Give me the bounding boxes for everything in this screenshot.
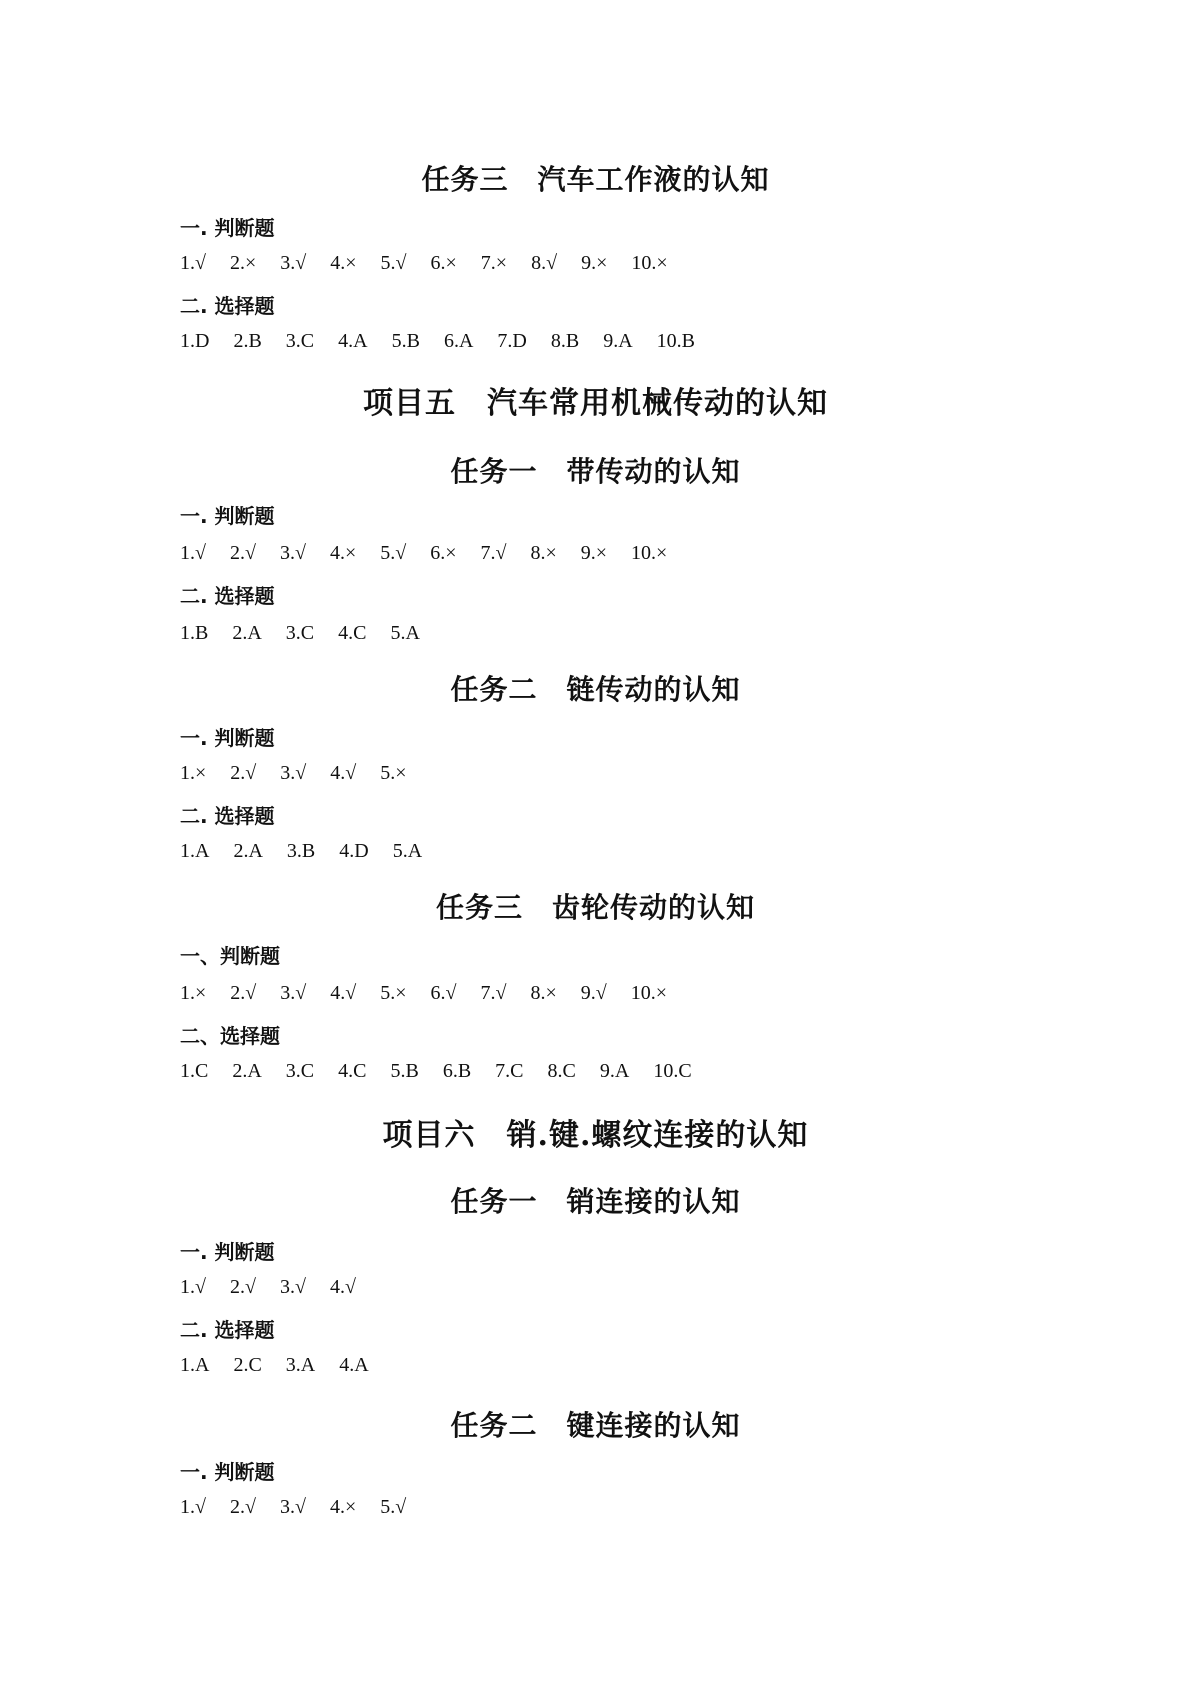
answer-item: 8.× bbox=[530, 542, 557, 564]
answer-item: 7.D bbox=[497, 330, 527, 352]
answer-item: 8.C bbox=[547, 1060, 576, 1082]
answer-row bbox=[180, 252, 692, 275]
answer-item: 3.B bbox=[286, 840, 316, 862]
answer-item: 3.A bbox=[285, 1354, 316, 1376]
answer-item: 4.× bbox=[329, 542, 357, 564]
question-type-label: 一. 判断题 bbox=[180, 726, 275, 750]
question-type-label: 二. 选择题 bbox=[180, 804, 275, 828]
answer-item: 5.√ bbox=[380, 252, 407, 274]
answer-row bbox=[180, 840, 446, 863]
project-heading: 项目五 汽车常用机械传动的认知 bbox=[363, 386, 828, 421]
answer-item: 3.C bbox=[285, 622, 315, 644]
answer-item: 1.A bbox=[180, 1354, 210, 1376]
answer-item: 6.A bbox=[443, 330, 474, 352]
answer-row bbox=[180, 1354, 393, 1377]
answer-item: 4.D bbox=[339, 840, 369, 862]
answer-row bbox=[180, 622, 444, 645]
answer-item: 5.A bbox=[390, 622, 420, 644]
answer-item: 1.B bbox=[180, 622, 209, 644]
answer-item: 5.√ bbox=[380, 542, 407, 564]
answer-item: 7.C bbox=[495, 1060, 524, 1082]
answer-item: 2.A bbox=[232, 622, 262, 644]
answer-item: 7.√ bbox=[480, 982, 507, 1004]
answer-item: 1.√ bbox=[180, 1496, 206, 1518]
answer-item: 3.√ bbox=[279, 1496, 306, 1518]
answer-item: 8.√ bbox=[531, 252, 558, 274]
answer-row bbox=[180, 542, 691, 565]
answer-item: 5.× bbox=[380, 762, 407, 784]
answer-item: 3.C bbox=[285, 330, 315, 352]
answer-item: 6.× bbox=[430, 542, 457, 564]
answer-item: 3.C bbox=[285, 1060, 315, 1082]
answer-item: 10.B bbox=[656, 330, 695, 352]
task-heading: 任务三 汽车工作液的认知 bbox=[421, 163, 770, 196]
answer-item: 4.C bbox=[338, 622, 367, 644]
answer-item: 7.√ bbox=[480, 542, 507, 564]
answer-item: 6.B bbox=[442, 1060, 472, 1082]
answer-row bbox=[180, 1276, 380, 1299]
answer-item: 1.× bbox=[180, 982, 207, 1004]
task-heading: 任务一 销连接的认知 bbox=[450, 1185, 741, 1218]
answer-item: 10.C bbox=[653, 1060, 692, 1082]
answer-item: 10.× bbox=[630, 982, 668, 1004]
question-type-label: 二. 选择题 bbox=[180, 294, 275, 318]
answer-item: 9.A bbox=[599, 1060, 630, 1082]
question-type-label: 一. 判断题 bbox=[180, 1240, 275, 1264]
answer-item: 3.√ bbox=[280, 982, 307, 1004]
answer-row bbox=[180, 330, 719, 353]
question-type-label: 二. 选择题 bbox=[180, 584, 275, 608]
answer-item: 4.√ bbox=[330, 982, 357, 1004]
answer-item: 3.√ bbox=[279, 542, 306, 564]
answer-item: 9.√ bbox=[580, 982, 607, 1004]
answer-item: 7.× bbox=[480, 252, 508, 274]
answer-item: 1.C bbox=[180, 1060, 209, 1082]
answer-item: 2.√ bbox=[229, 1276, 256, 1298]
answer-item: 2.√ bbox=[230, 982, 257, 1004]
task-heading: 任务一 带传动的认知 bbox=[450, 455, 741, 488]
answer-item: 1.× bbox=[180, 762, 207, 784]
question-type-label: 一. 判断题 bbox=[180, 1460, 275, 1484]
answer-item: 2.B bbox=[233, 330, 262, 352]
answer-item: 4.√ bbox=[330, 762, 357, 784]
answer-row bbox=[180, 762, 431, 785]
answer-item: 3.√ bbox=[280, 252, 307, 274]
answer-item: 2.C bbox=[233, 1354, 262, 1376]
question-type-label: 二、选择题 bbox=[180, 1024, 280, 1048]
answer-item: 5.× bbox=[380, 982, 407, 1004]
answer-item: 9.× bbox=[580, 542, 608, 564]
answer-item: 1.√ bbox=[180, 1276, 206, 1298]
answer-item: 10.× bbox=[631, 542, 668, 564]
answer-row bbox=[180, 1060, 716, 1083]
answer-item: 6.× bbox=[430, 252, 457, 274]
task-heading: 任务三 齿轮传动的认知 bbox=[435, 891, 755, 924]
answer-item: 6.√ bbox=[430, 982, 457, 1004]
answer-item: 4.× bbox=[330, 252, 357, 274]
answer-item: 5.B bbox=[390, 1060, 419, 1082]
answer-item: 4.A bbox=[338, 330, 368, 352]
answer-item: 2.√ bbox=[230, 762, 257, 784]
answer-item: 2.√ bbox=[229, 1496, 256, 1518]
question-type-label: 二. 选择题 bbox=[180, 1318, 275, 1342]
answer-item: 5.B bbox=[391, 330, 420, 352]
answer-item: 9.× bbox=[581, 252, 608, 274]
question-type-label: 一、判断题 bbox=[180, 944, 280, 968]
answer-item: 8.B bbox=[550, 330, 580, 352]
project-heading: 项目六 销.键.螺纹连接的认知 bbox=[382, 1118, 809, 1153]
answer-item: 3.√ bbox=[279, 1276, 306, 1298]
answer-item: 10.× bbox=[631, 252, 668, 274]
answer-item: 4.A bbox=[339, 1354, 369, 1376]
answer-row bbox=[180, 1496, 430, 1519]
answer-item: 1.A bbox=[180, 840, 210, 862]
answer-item: 4.× bbox=[329, 1496, 357, 1518]
answer-item: 5.√ bbox=[380, 1496, 407, 1518]
answer-item: 1.D bbox=[180, 330, 210, 352]
answer-item: 2.× bbox=[229, 252, 257, 274]
answer-item: 8.× bbox=[530, 982, 557, 1004]
question-type-label: 一. 判断题 bbox=[180, 504, 275, 528]
answer-item: 1.√ bbox=[180, 252, 206, 274]
answer-item: 4.√ bbox=[329, 1276, 356, 1298]
question-type-label: 一. 判断题 bbox=[180, 216, 275, 240]
answer-item: 2.A bbox=[233, 840, 263, 862]
answer-item: 9.A bbox=[603, 330, 633, 352]
answer-item: 4.C bbox=[338, 1060, 367, 1082]
answer-item: 5.A bbox=[392, 840, 423, 862]
task-heading: 任务二 链传动的认知 bbox=[450, 673, 741, 706]
task-heading: 任务二 键连接的认知 bbox=[450, 1409, 741, 1442]
answer-item: 2.A bbox=[232, 1060, 262, 1082]
answer-item: 1.√ bbox=[180, 542, 206, 564]
answer-item: 2.√ bbox=[229, 542, 256, 564]
answer-row bbox=[180, 982, 691, 1005]
answer-item: 3.√ bbox=[280, 762, 307, 784]
